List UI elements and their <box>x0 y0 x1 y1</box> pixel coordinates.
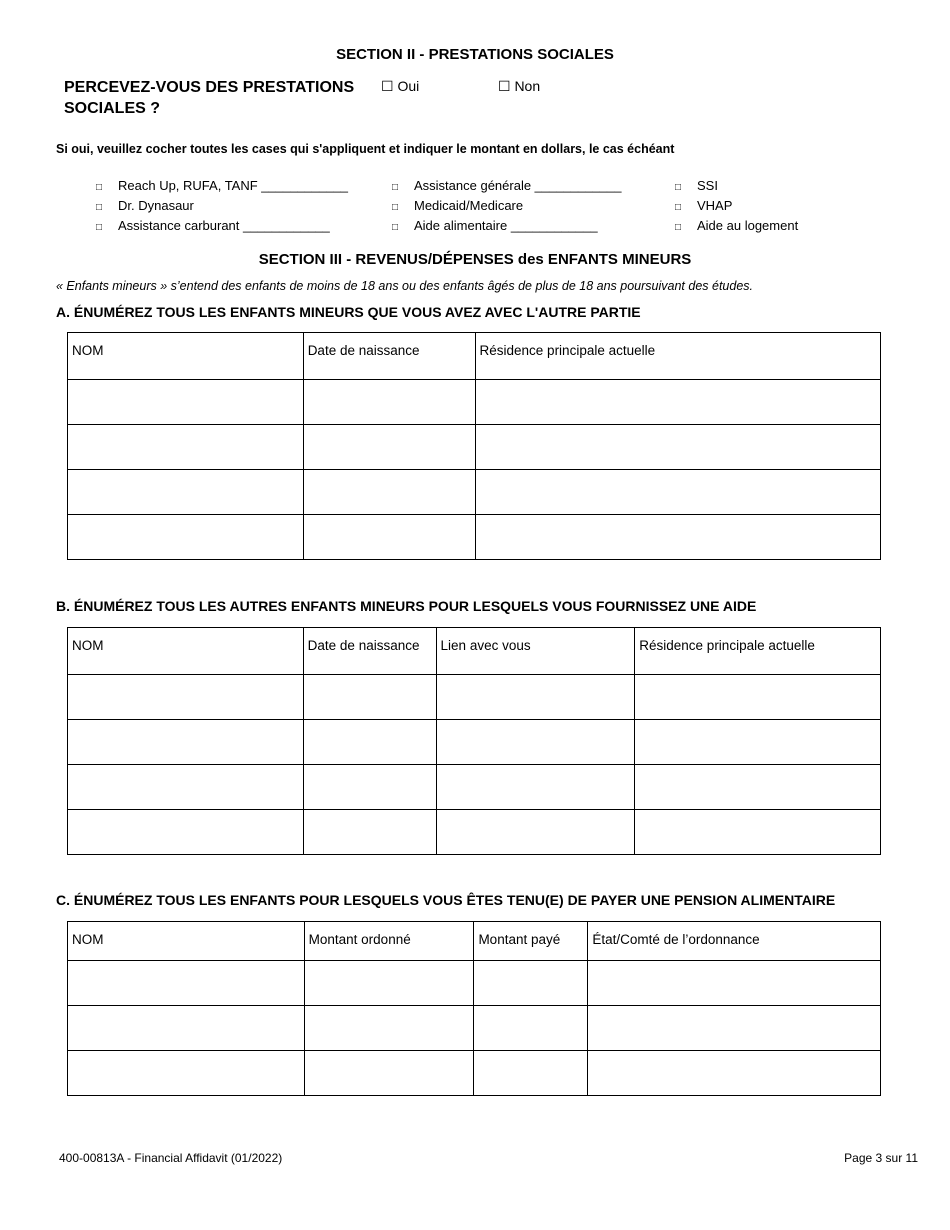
input-cell[interactable] <box>303 720 436 765</box>
header-cell: Résidence principale actuelle <box>475 333 880 380</box>
input-cell[interactable] <box>68 961 305 1006</box>
input-cell[interactable] <box>475 470 880 515</box>
input-cell[interactable] <box>68 675 304 720</box>
table-row <box>68 380 881 425</box>
table-b <box>67 627 881 855</box>
input-cell[interactable] <box>436 675 635 720</box>
input-cell[interactable] <box>474 1006 588 1051</box>
benefits-column-3 <box>675 177 798 237</box>
benefits-instruction: Si oui, veuillez cocher toutes les cases qui s'appliquent et indiquer le montant en dollars, le cas échéant <box>56 142 675 156</box>
header-cell: Date de naissance <box>303 333 475 380</box>
input-cell[interactable] <box>475 515 880 560</box>
input-cell[interactable] <box>474 1051 588 1096</box>
input-cell[interactable] <box>588 961 881 1006</box>
benefit-item[interactable]: □ Aide alimentaire ____________ <box>392 217 621 237</box>
benefit-item[interactable]: □ VHAP <box>675 197 798 217</box>
table-a <box>67 332 881 560</box>
benefits-column-1 <box>96 177 348 237</box>
input-cell[interactable] <box>475 380 880 425</box>
input-cell[interactable] <box>635 810 881 855</box>
benefit-item[interactable]: □ Dr. Dynasaur <box>96 197 348 217</box>
input-cell[interactable] <box>303 470 475 515</box>
benefit-item[interactable]: □ Assistance carburant ____________ <box>96 217 348 237</box>
benefit-item[interactable]: □ SSI <box>675 177 798 197</box>
checkbox-icon[interactable]: □ <box>675 182 682 193</box>
input-cell[interactable] <box>68 765 304 810</box>
input-cell[interactable] <box>436 765 635 810</box>
checkbox-icon[interactable]: □ <box>675 202 682 213</box>
checkbox-icon[interactable]: □ <box>392 202 399 213</box>
input-cell[interactable] <box>68 1051 305 1096</box>
checkbox-icon[interactable]: □ <box>96 182 103 193</box>
table-row <box>68 810 881 855</box>
input-cell[interactable] <box>68 810 304 855</box>
benefits-column-2 <box>392 177 621 237</box>
input-cell[interactable] <box>635 720 881 765</box>
page-number: Page 3 sur 11 <box>844 1151 918 1165</box>
no-checkbox[interactable]: ☐ Non <box>498 78 541 94</box>
header-cell: Lien avec vous <box>436 628 635 675</box>
input-cell[interactable] <box>474 961 588 1006</box>
table-a-title: A. ÉNUMÉREZ TOUS LES ENFANTS MINEURS QUE VOUS AVEZ AVEC L'AUTRE PARTIE <box>56 304 641 320</box>
input-cell[interactable] <box>635 765 881 810</box>
header-cell: Montant ordonné <box>304 922 474 961</box>
benefits-question <box>64 77 354 119</box>
input-cell[interactable] <box>304 961 474 1006</box>
input-cell[interactable] <box>303 380 475 425</box>
input-cell[interactable] <box>68 720 304 765</box>
checkbox-icon[interactable]: □ <box>392 222 399 233</box>
table-c-header <box>68 922 881 961</box>
input-cell[interactable] <box>68 470 304 515</box>
input-cell[interactable] <box>303 425 475 470</box>
input-cell[interactable] <box>303 515 475 560</box>
header-cell: Résidence principale actuelle <box>635 628 881 675</box>
header-cell: État/Comté de l’ordonnance <box>588 922 881 961</box>
header-cell: Date de naissance <box>303 628 436 675</box>
table-c-title: C. ÉNUMÉREZ TOUS LES ENFANTS POUR LESQUELS VOUS ÊTES TENU(E) DE PAYER UNE PENSION ALIMENTAIRE <box>56 892 836 908</box>
input-cell[interactable] <box>588 1051 881 1096</box>
input-cell[interactable] <box>635 675 881 720</box>
benefit-item[interactable]: □ Aide au logement <box>675 217 798 237</box>
input-cell[interactable] <box>303 765 436 810</box>
form-id: 400-00813A - Financial Affidavit (01/2022) <box>59 1151 283 1165</box>
checkbox-icon[interactable]: □ <box>96 202 103 213</box>
minor-children-note: « Enfants mineurs » s’entend des enfants de moins de 18 ans ou des enfants âgés de plus de 18 ans poursuivant des études. <box>56 279 753 293</box>
input-cell[interactable] <box>304 1051 474 1096</box>
section-3-title: SECTION III - REVENUS/DÉPENSES des ENFANTS MINEURS <box>258 251 692 268</box>
input-cell[interactable] <box>68 425 304 470</box>
checkbox-icon[interactable]: □ <box>96 222 103 233</box>
input-cell[interactable] <box>68 380 304 425</box>
table-row <box>68 720 881 765</box>
header-cell: NOM <box>68 333 304 380</box>
section-2-title: SECTION II - PRESTATIONS SOCIALES <box>336 46 614 63</box>
input-cell[interactable] <box>304 1006 474 1051</box>
input-cell[interactable] <box>475 425 880 470</box>
header-cell: NOM <box>68 628 304 675</box>
table-row <box>68 675 881 720</box>
table-row <box>68 1051 881 1096</box>
input-cell[interactable] <box>588 1006 881 1051</box>
table-a-header <box>68 333 881 380</box>
table-b-title: B. ÉNUMÉREZ TOUS LES AUTRES ENFANTS MINEURS POUR LESQUELS VOUS FOURNISSEZ UNE AIDE <box>56 598 757 614</box>
benefit-item[interactable]: □ Reach Up, RUFA, TANF ____________ <box>96 177 348 197</box>
input-cell[interactable] <box>68 515 304 560</box>
table-row <box>68 961 881 1006</box>
table-row <box>68 515 881 560</box>
benefits-question-line1: PERCEVEZ-VOUS DES PRESTATIONS <box>64 79 355 96</box>
checkbox-icon[interactable]: □ <box>675 222 682 233</box>
benefits-question-line2: SOCIALES ? <box>64 100 161 117</box>
table-row <box>68 425 881 470</box>
input-cell[interactable] <box>303 810 436 855</box>
table-row <box>68 765 881 810</box>
benefit-item[interactable]: □ Medicaid/Medicare <box>392 197 621 217</box>
table-c <box>67 921 881 1096</box>
header-cell: NOM <box>68 922 305 961</box>
yes-checkbox[interactable]: ☐ Oui <box>381 78 420 94</box>
input-cell[interactable] <box>436 810 635 855</box>
input-cell[interactable] <box>68 1006 305 1051</box>
table-row <box>68 470 881 515</box>
table-row <box>68 1006 881 1051</box>
benefit-item[interactable]: □ Assistance générale ____________ <box>392 177 621 197</box>
checkbox-icon[interactable]: □ <box>392 182 399 193</box>
header-cell: Montant payé <box>474 922 588 961</box>
input-cell[interactable] <box>303 675 436 720</box>
input-cell[interactable] <box>436 720 635 765</box>
table-b-header <box>68 628 881 675</box>
